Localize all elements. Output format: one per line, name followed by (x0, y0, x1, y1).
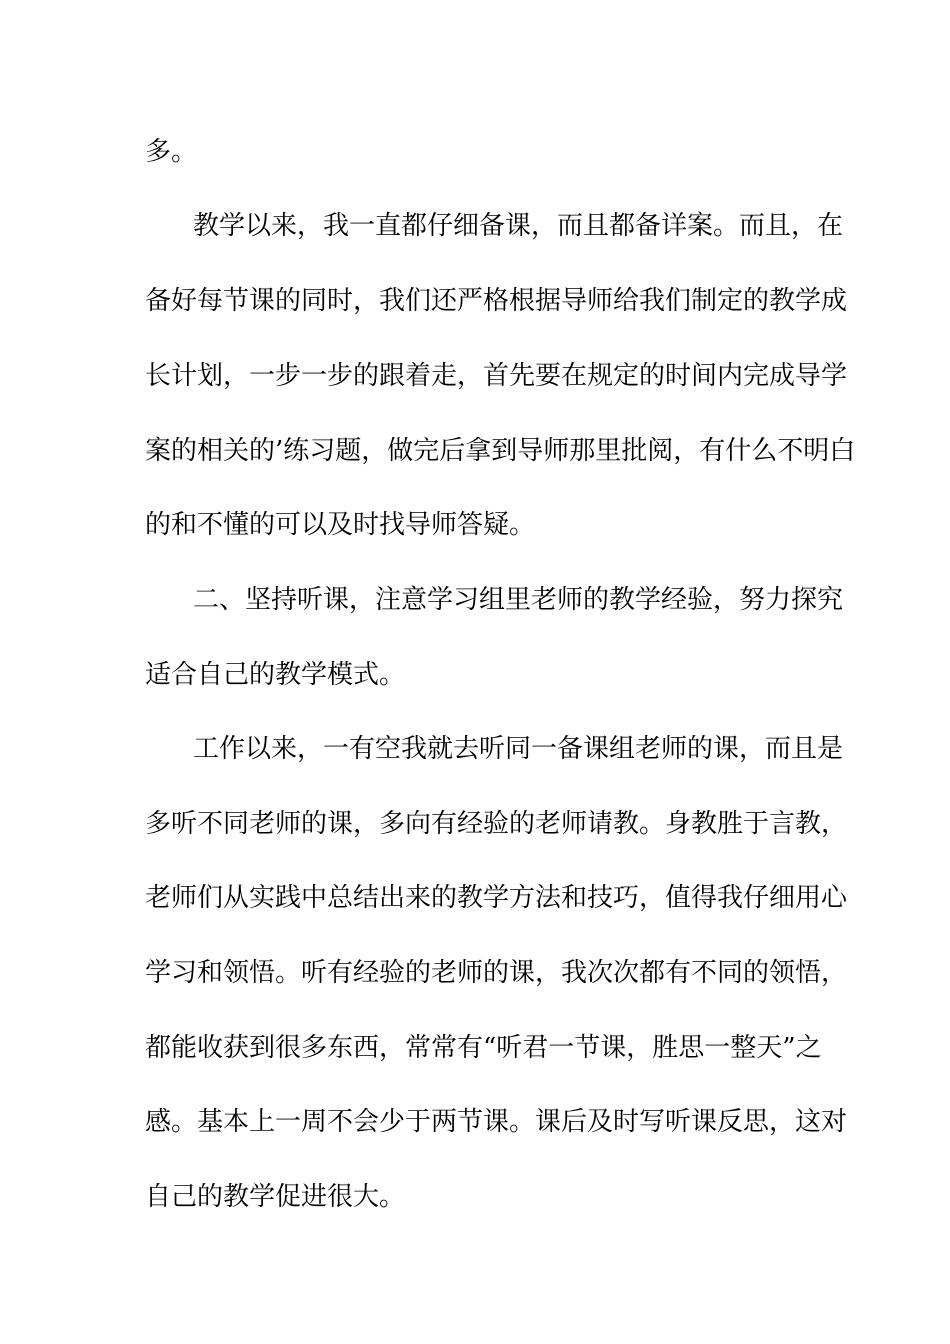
text-line: 多听不同老师的课，多向有经验的老师请教。身教胜于言教， (145, 809, 848, 839)
text-line: 长计划，一步一步的跟着走，首先要在规定的时间内完成导学 (145, 361, 848, 391)
text-line: 备好每节课的同时，我们还严格根据导师给我们制定的教学成 (145, 286, 848, 316)
text-line: 多。 (145, 137, 198, 167)
section-heading-line: 适合自己的教学模式。 (145, 660, 406, 690)
paragraph-first-line: 工作以来，一有空我就去听同一备课组老师的课，而且是 (193, 734, 844, 764)
text-line: 案的相关的’练习题，做完后拿到导师那里批阅，有什么不明白 (145, 436, 856, 466)
text-line: 学习和领悟。听有经验的老师的课，我次次都有不同的领悟， (145, 958, 848, 988)
text-line: 感。基本上一周不会少于两节课。课后及时写听课反思，这对 (145, 1107, 848, 1137)
section-heading-line: 二、坚持听课，注意学习组里老师的教学经验，努力探究 (193, 585, 844, 615)
text-line: 自己的教学促进很大。 (145, 1182, 406, 1212)
text-line: 老师们从实践中总结出来的教学方法和技巧，值得我仔细用心 (145, 883, 848, 913)
text-line: 的和不懂的可以及时找导师答疑。 (145, 510, 536, 540)
text-line: 都能收获到很多东西，常常有“听君一节课，胜思一整天”之 (145, 1033, 822, 1063)
paragraph-first-line: 教学以来，我一直都仔细备课，而且都备详案。而且，在 (193, 211, 844, 241)
